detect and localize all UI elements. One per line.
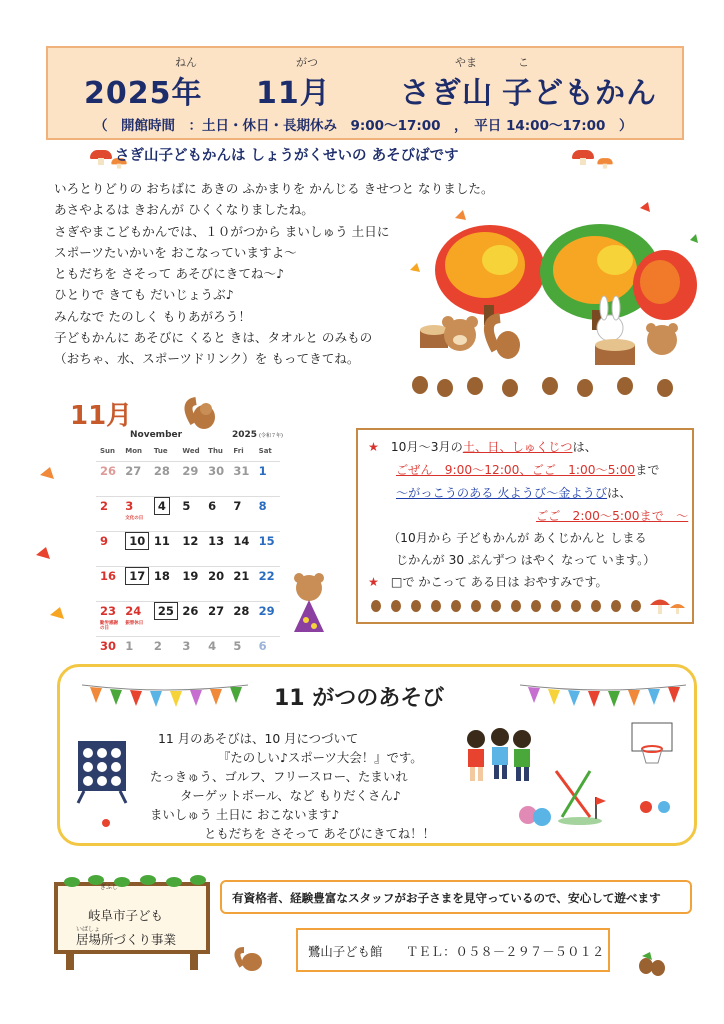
year-ruby: ねん [175, 56, 197, 69]
intro-line: いろとりどりの おちばに あきの ふかまりを かんじる きせつと なりました。 [54, 181, 494, 196]
acorn-row-icon [412, 376, 673, 397]
play-description [150, 729, 435, 843]
mushroom-icon [90, 150, 112, 164]
calendar-day: 28 [229, 602, 254, 637]
notice-text: （10月から 子どもかんが あくじかんと しまる [388, 531, 647, 545]
notice-text: は、 [572, 440, 597, 454]
calendar-day: 24 振替休日 [121, 602, 150, 637]
play-line: たっきゅう、ゴルフ、フリースロー、たまいれ [150, 769, 408, 784]
calendar-day: 2 [96, 497, 121, 532]
notice-box [356, 428, 694, 624]
intro-line: 子どもかんに あそびに くると きは、タオルと のみもの [54, 330, 373, 346]
calendar-day: 1 [121, 637, 150, 672]
intro-line: みんなで たのしく もりあがろう！ [54, 308, 251, 324]
acorn-icon [634, 950, 668, 978]
star-icon: ★ [368, 440, 379, 454]
calendar-day: 3 [178, 637, 204, 672]
phone-number: ＴＥＬ：０５８－２９７－５０１２ [406, 944, 605, 959]
play-line: ともだちを さそって あそびにきてね！！ [204, 826, 435, 841]
calendar-day: 29 [178, 462, 204, 497]
calendar-day: 12 [178, 532, 204, 567]
ball-icon [638, 797, 678, 817]
signboard-ruby: ぎふし [100, 884, 119, 891]
calendar-day: 26 [178, 602, 204, 637]
tree-stump-icon [420, 325, 448, 348]
table-tennis-icon [516, 803, 556, 833]
intro-line: さぎやまこどもかんでは、１０がつから まいしゅう 土日に [54, 223, 390, 239]
calendar-day: 5 [178, 497, 204, 532]
signboard-ruby: いばしょ [76, 926, 101, 933]
title-name-1: さぎ山 [400, 76, 493, 111]
autumn-tree-icon [435, 225, 545, 325]
weekday-label: Tue [153, 447, 168, 455]
stump-table-icon [595, 339, 635, 365]
mushroom-icon [572, 150, 594, 164]
calendar-day: 8 [255, 497, 280, 532]
autumn-forest-illustration [400, 200, 700, 400]
squirrel-icon [182, 395, 220, 431]
notice-text: まで [635, 463, 660, 477]
calendar-day: 23 勤労感謝の日 [96, 602, 121, 637]
calendar-day: 5 [229, 637, 254, 672]
calendar-day: 9 [96, 532, 121, 567]
title-year: 2025年 [84, 76, 203, 111]
calendar-day: 14 [229, 532, 254, 567]
calendar-day: 30 [96, 637, 121, 672]
calendar-day: 28 [150, 462, 179, 497]
calendar-day: 7 [229, 497, 254, 532]
weekday-label: Mon [125, 447, 143, 455]
squirrel-icon [232, 946, 268, 974]
calendar-day: 31 [229, 462, 254, 497]
calendar-year: 2025 [232, 430, 258, 440]
calendar-day: 20 [204, 567, 229, 602]
intro-line: ひとりで きても だいじょうぶ♪ [54, 287, 234, 303]
squirrel-icon [489, 318, 520, 359]
play-line: 『たのしい♪スポーツ大会！』です。 [218, 750, 423, 765]
play-line: 11 月のあそびは、10 月につづいて [158, 731, 359, 746]
basketball-hoop-icon [630, 721, 676, 767]
yama-ruby: やま [455, 56, 477, 69]
calendar-day: 22 [255, 567, 280, 602]
calendar-day: 1 [255, 462, 280, 497]
calendar-grid [96, 447, 280, 671]
month-ruby: がつ [296, 56, 318, 69]
calendar-day-closed: 4 [150, 497, 179, 532]
intro-line: あさやよるは きおんが ひくくなりましたね。 [54, 202, 314, 218]
footer-message: 有資格者、経験豊富なスタッフがお子さまを見守っているので、安心して遊べます [232, 891, 661, 905]
bunting-flags-icon [518, 677, 688, 713]
title-month: 11月 [256, 76, 331, 111]
calendar-month-label: 11月 [70, 401, 133, 431]
november-calendar [70, 395, 283, 655]
notice-highlight: 土、日、しゅくじつ [462, 440, 573, 454]
calendar-day: 21 [229, 567, 254, 602]
weekday-label: Wed [182, 447, 200, 455]
org-name: 鷺山子ども館 [308, 944, 383, 959]
calendar-day: 3 文化の日 [121, 497, 150, 532]
notice-highlight: ごぜん 9:00～12:00、ごご 1:00～5:00 [396, 463, 636, 477]
falling-leaf-icon [30, 465, 70, 645]
calendar-day: 13 [204, 532, 229, 567]
calendar-day: 26 [96, 462, 121, 497]
mushroom-icon [597, 158, 612, 168]
contact-box [296, 928, 610, 972]
calendar-day: 11 [150, 532, 179, 567]
signboard [52, 872, 212, 972]
ko-ruby: こ [518, 56, 529, 69]
target-board-icon [74, 739, 130, 805]
notice-text: □で かこって ある日は おやすみです。 [390, 575, 608, 589]
weekday-label: Sun [100, 447, 116, 455]
play-line: まいしゅう 土日に おこないます♪ [150, 807, 340, 822]
calendar-day: 2 [150, 637, 179, 672]
intro-line: スポーツたいかいを おこなっていますよ～ [54, 244, 297, 260]
calendar-day: 27 [121, 462, 150, 497]
acorn-row-icon [368, 596, 688, 618]
calendar-day: 19 [178, 567, 204, 602]
calendar-day: 29 [255, 602, 280, 637]
intro-line: ともだちを さそって あそびにきてね～♪ [54, 266, 285, 282]
weekday-label: Thu [208, 447, 223, 455]
footer-message-box [220, 880, 692, 914]
ball-icon [100, 817, 114, 829]
bear-icon [288, 572, 330, 638]
signboard-line: 岐阜市子ども [88, 908, 164, 923]
notice-text: まで ～ [639, 509, 689, 523]
notice-text: じかんが 30 ぷんずつ はやく なって います。） [396, 553, 656, 567]
calendar-day: 30 [204, 462, 229, 497]
weekday-label: Sat [258, 447, 272, 455]
play-title: 11 がつのあそび [274, 686, 445, 711]
calendar-era: (令和７年) [259, 433, 283, 439]
title-name-2: 子どもかん [502, 76, 657, 111]
opening-hours: （ 開館時間 ：土日・休日・長期休み 9:00～17:00 ， 平日 14:00～17:00 ） [94, 118, 633, 134]
calendar-day: 6 [255, 637, 280, 672]
header-banner [46, 46, 684, 140]
calendar-day-closed: 10 [121, 532, 150, 567]
notice-text: 10月～3月の [390, 440, 463, 454]
intro-line: （おちゃ、水、スポーツドリンク）を もってきてね。 [54, 351, 360, 367]
signboard-line: 居場所づくり事業 [76, 932, 177, 947]
notice-text: は、 [607, 486, 632, 500]
golf-clubs-icon [550, 767, 610, 827]
bunting-flags-icon [80, 677, 250, 713]
play-section [57, 664, 697, 846]
calendar-day: 4 [204, 637, 229, 672]
calendar-month-name: November [130, 430, 183, 440]
calendar-day: 18 [150, 567, 179, 602]
weekday-label: Fri [233, 447, 244, 455]
calendar-day-closed: 17 [121, 567, 150, 602]
star-icon: ★ [368, 575, 379, 589]
running-kids-icon [460, 725, 540, 785]
notice-highlight: ごご 2:00～5:00 [536, 509, 640, 523]
calendar-day-closed: 25 [150, 602, 179, 637]
play-line: ターゲットボール、など もりだくさん♪ [180, 788, 401, 803]
calendar-day: 16 [96, 567, 121, 602]
bear-icon [646, 323, 678, 355]
calendar-day: 15 [255, 532, 280, 567]
calendar-day: 6 [204, 497, 229, 532]
calendar-day: 27 [204, 602, 229, 637]
autumn-tree-icon [633, 250, 697, 320]
notice-highlight: ～がっこうのある 火ようび～金ようび [396, 486, 608, 500]
subtitle: さぎ山子どもかんは しょうがくせいの あそびばです [115, 148, 459, 164]
